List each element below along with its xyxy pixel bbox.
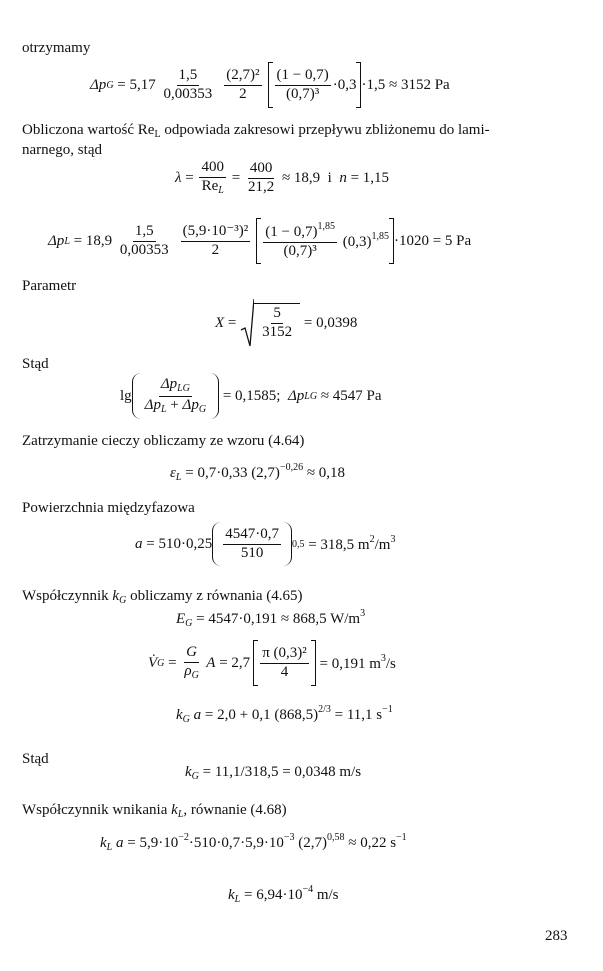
- text-otrzymamy: otrzymamy: [22, 40, 91, 56]
- eq4-lhs: X: [215, 314, 225, 331]
- text-zatrzymanie: Zatrzymanie cieczy obliczamy ze wzoru (4.64): [22, 433, 305, 449]
- text-parametr: Parametr: [22, 278, 77, 294]
- eq2-eq2: =: [227, 169, 244, 186]
- eq3-lhs: Δp: [48, 232, 65, 249]
- eq5-paren-right: [210, 373, 219, 419]
- sqrt-body: $\frac{5}{3152}$: [254, 303, 300, 341]
- eq1-frac2: $\frac{\text{(2,7)²}}{2}$: [226, 66, 260, 102]
- eq3-frac3: $\frac{(1 - 0,7)^{1,85}}{\text{(0,7)³}}$: [265, 221, 335, 259]
- equation-vg: V̇ G = $\frac{G}{\rho_G}$ A = 2,7 $\frac{\text{π (0,3)²}}{4}$ = 0,191 $m^3/s$: [148, 640, 396, 686]
- eq2-frac1: $\frac{400}{Re_L}$: [201, 159, 224, 196]
- eq7-paren-right: [283, 522, 292, 566]
- eq5-lg: lg: [120, 387, 132, 404]
- equation-kl: $k_L = 6,94\cdot 10^{-4}$ m/s: [228, 884, 339, 905]
- eq2-lhs: λ: [175, 169, 182, 186]
- equation-eps: $\varepsilon_L = 0,7\cdot 0,33$ $(2,7)^{-0,26} \approx 0,18$: [170, 462, 346, 483]
- equation-kg: $k_G = 11,1/318,5 = 0,0348$ m/s: [185, 764, 362, 782]
- eq1-coef: = 5,17: [113, 76, 160, 93]
- eq5-paren-left: [132, 373, 141, 419]
- equation-eg: $E_G = 4547\cdot 0,191 \approx 868,5$ $W/m^3$: [176, 608, 366, 629]
- eq3-inner-tail: $(0,3)^{1,85}$: [338, 231, 389, 250]
- equation-kla: $k_L$ $a = 5,9\cdot 10^{-2}\cdot 510\cdot 0,7\cdot 5,9\cdot 10^{-3}$ $(2,7)^{0,58} \approx 0,22$ $s^{-1}$: [100, 832, 407, 853]
- eq4-eq: =: [224, 314, 241, 331]
- equation-x: [215, 298, 357, 348]
- text-stad-2: Stąd: [22, 751, 49, 767]
- eq1-bracket-left: [268, 62, 273, 108]
- eq1-frac3: $\frac{(1 - 0,7)}{\text{(0,7)³}}$: [276, 66, 329, 102]
- sqrt-icon: [240, 298, 254, 348]
- eq1-tail: ·1,5 ≈ 3152 Pa: [361, 76, 450, 93]
- eq5-tail: ≈ 4547 Pa: [317, 387, 382, 404]
- eq2-n: n: [339, 169, 347, 186]
- eq5-res: Δp: [287, 387, 305, 404]
- equation-lg: lg $\frac{\Delta p_{LG}}{\Delta p_L + \Delta p_G}$ = 0,1585; Δp LG ≈ 4547 Pa: [120, 373, 382, 419]
- eq1-inner-tail: ·0,3: [332, 76, 357, 93]
- text-obliczona-line2: narnego, stąd: [22, 142, 102, 158]
- eq2-tail: ≈ 18,9 i: [278, 169, 340, 186]
- eq5-mid: = 0,1585;: [219, 387, 288, 404]
- eq7-paren-left: [212, 522, 221, 566]
- eq3-frac1: $\frac{1,5}{0,00353}$: [119, 222, 169, 258]
- eq7-frac: $\frac{4547\cdot 0,7}{510}$: [225, 525, 279, 561]
- eq3-coef: = 18,9: [69, 232, 116, 249]
- eq5-frac: $\frac{\Delta p_{LG}}{\Delta p_L + \Delta p_G}$: [144, 376, 207, 415]
- text-wspolczynnik-kg: Współczynnik $k_G$ obliczamy z równania (4.65): [22, 588, 303, 606]
- text-stad-1: Stąd: [22, 356, 49, 372]
- text-obliczona-line1: Obliczona wartość $Re_L$ odpowiada zakresowi przepływu zbliżonemu do lami-: [22, 122, 490, 140]
- text-powierzchnia: Powierzchnia międzyfazowa: [22, 500, 195, 516]
- eq3-tail: ·1020 = 5 Pa: [393, 232, 472, 249]
- equation-delta-pg: [90, 62, 450, 108]
- eq1-lhs: Δp: [90, 76, 107, 93]
- eq7-tail: = 318,5 $m^2/m^3$: [304, 534, 396, 553]
- eq2-n-val: = 1,15: [346, 169, 390, 186]
- eq2-eq: =: [181, 169, 198, 186]
- eq9-bracket-left: [253, 640, 258, 686]
- eq4-tail: = 0,0398: [300, 314, 358, 331]
- eq1-lhs-sub: G: [106, 79, 114, 91]
- equation-a: a = 510·0,25 $\frac{4547\cdot 0,7}{510}$ 0,5 = 318,5 $m^2/m^3$: [135, 522, 395, 566]
- page-number: 283: [545, 928, 568, 944]
- eq9-frac: $\frac{G}{\rho_G}$: [184, 643, 199, 681]
- equation-lambda: [175, 160, 389, 196]
- eq1-frac1: $\frac{1,5}{0,00353}$: [163, 66, 213, 102]
- equation-delta-pl: Δp L = 18,9 $\frac{1,5}{0,00353}$ $\frac{\text{(5,9·10⁻³)²}}{2}$ $\frac{(1 - 0,7)^{1,85}}{\text{(0,7)³}}$ $(0,3)^{1,85}$ ·1020 = 5 Pa: [48, 218, 471, 264]
- eq2-frac2: $\frac{400}{21,2}$: [247, 159, 275, 195]
- eq3-frac2: $\frac{\text{(5,9·10⁻³)²}}{2}$: [182, 222, 249, 258]
- eq3-bracket-left: [256, 218, 261, 264]
- eq9-inner-frac: $\frac{\text{π (0,3)²}}{4}$: [262, 644, 307, 680]
- text-wspolczynnik-kl: Współczynnik wnikania $k_L$, równanie (4.68): [22, 802, 287, 820]
- equation-kga: $k_G$ a = 2,0 + 0,1 $(868,5)^{2/3} = 11,1$ $s^{-1}$: [176, 704, 393, 725]
